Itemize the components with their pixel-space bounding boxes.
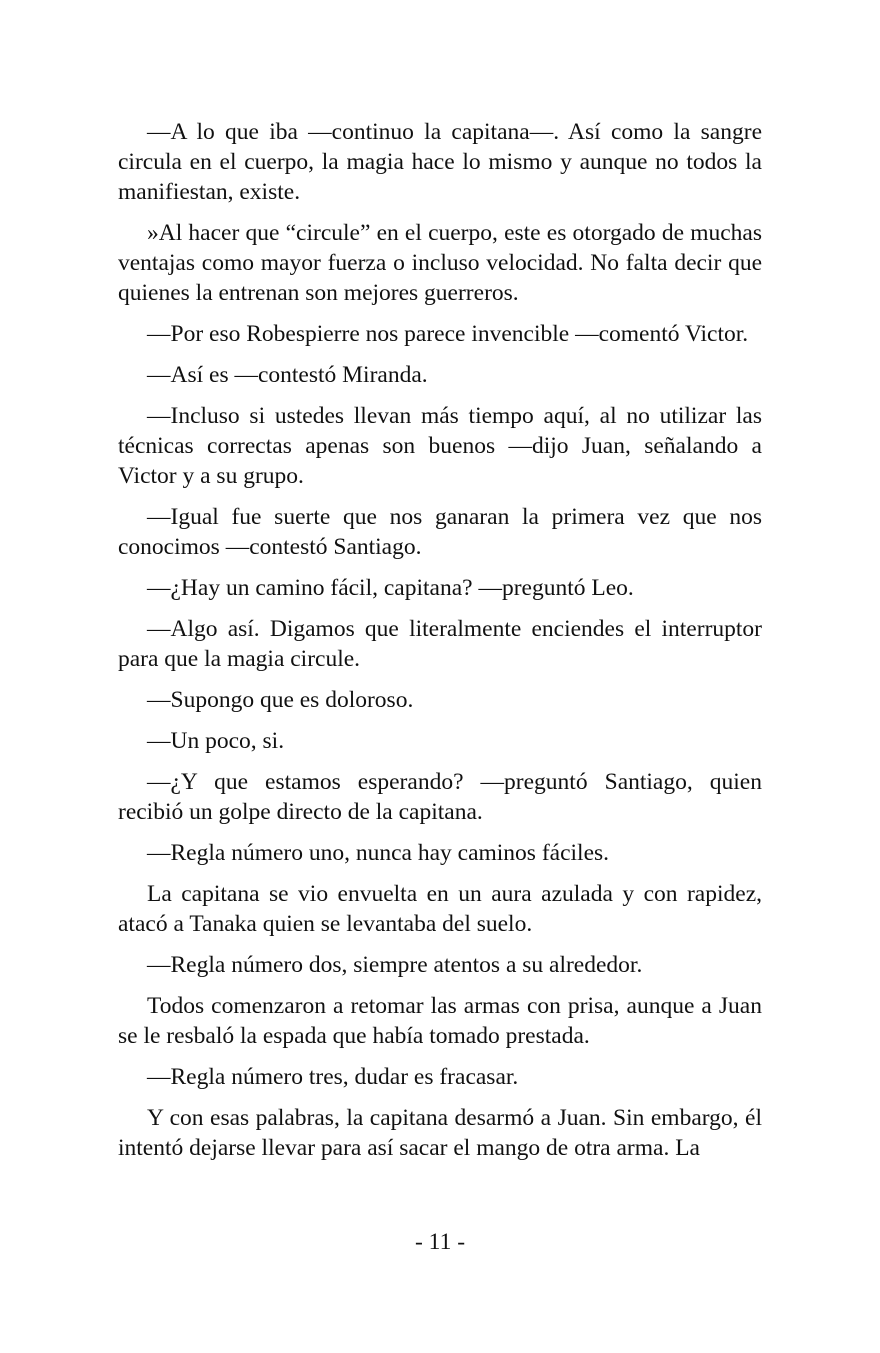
paragraph: —A lo que iba —continuo la capitana—. Así como la sangre circula en el cuerpo, la magia hace lo mismo y aunque no todos la manifiestan, existe.	[118, 119, 762, 205]
paragraph: —Algo así. Digamos que literalmente enciendes el interruptor para que la magia circule.	[118, 616, 762, 672]
paragraph: —Por eso Robespierre nos parece invencible —comentó Victor.	[147, 321, 749, 347]
paragraph: —Incluso si ustedes llevan más tiempo aquí, al no utilizar las técnicas correctas apenas son buenos —dijo Juan, señalando a Victor y a su grupo.	[118, 403, 762, 489]
paragraph: —Así es —contestó Miranda.	[147, 362, 428, 388]
paragraph: —Regla número uno, nunca hay caminos fáciles.	[147, 840, 610, 866]
paragraph: La capitana se vio envuelta en un aura azulada y con rapidez, atacó a Tanaka quien se levantaba del suelo.	[118, 881, 762, 937]
paragraph: —Un poco, si.	[147, 728, 285, 754]
page-number: - 11 -	[414, 1229, 466, 1255]
page-body	[118, 117, 762, 1174]
paragraph: —¿Hay un camino fácil, capitana? —preguntó Leo.	[147, 575, 634, 601]
paragraph: —Supongo que es doloroso.	[147, 687, 414, 713]
paragraph: —Regla número dos, siempre atentos a su alrededor.	[147, 952, 643, 978]
paragraph: Y con esas palabras, la capitana desarmó a Juan. Sin embargo, él intentó dejarse llevar para así sacar el mango de otra arma. La	[118, 1105, 762, 1161]
paragraph: Todos comenzaron a retomar las armas con prisa, aunque a Juan se le resbaló la espada que había tomado prestada.	[118, 993, 762, 1049]
paragraph: —Igual fue suerte que nos ganaran la primera vez que nos conocimos —contestó Santiago.	[118, 504, 762, 560]
paragraph: —Regla número tres, dudar es fracasar.	[147, 1064, 519, 1090]
paragraph: »Al hacer que “circule” en el cuerpo, este es otorgado de muchas ventajas como mayor fuerza o incluso velocidad. No falta decir que quienes la entrenan son mejores guerreros.	[118, 220, 762, 306]
paragraph: —¿Y que estamos esperando? —preguntó Santiago, quien recibió un golpe directo de la capitana.	[118, 769, 762, 825]
